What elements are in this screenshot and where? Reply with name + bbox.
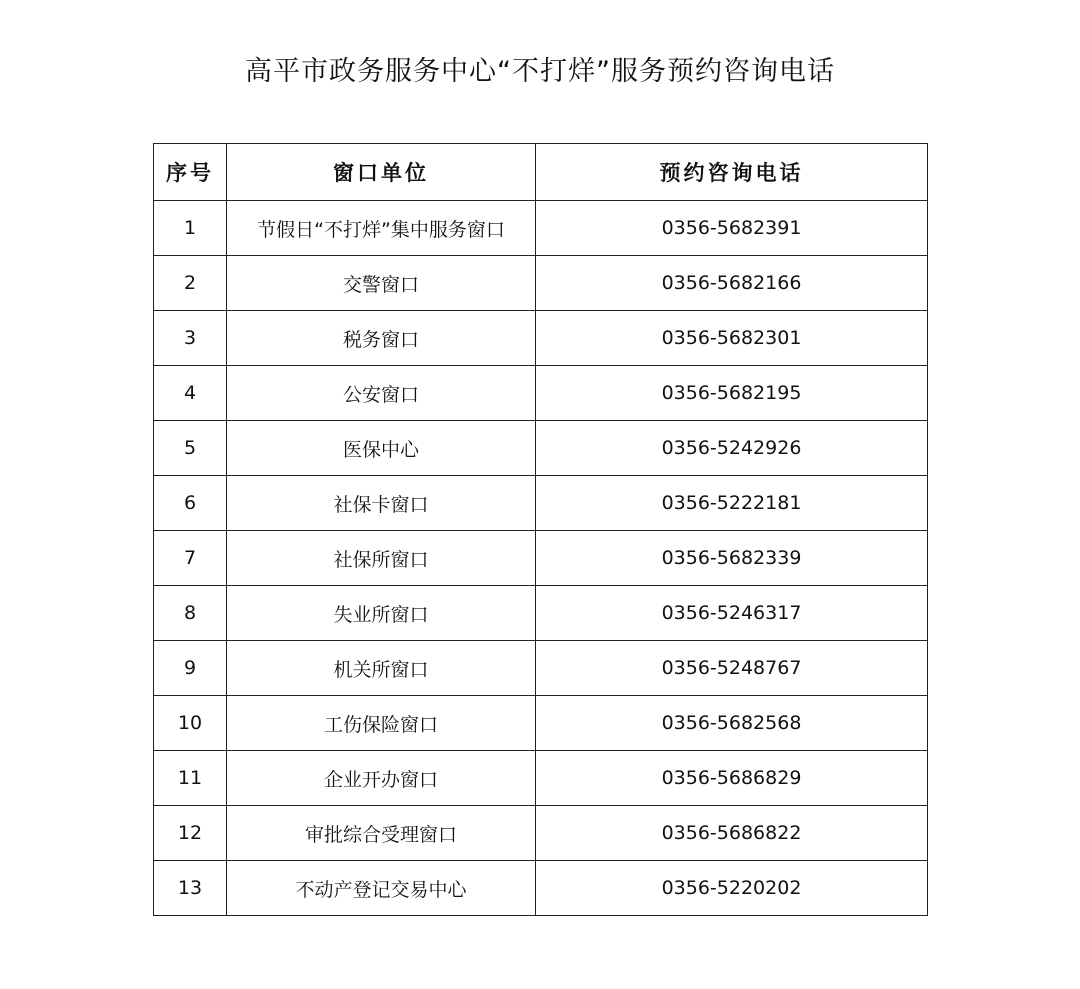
- header-index: 序号: [154, 144, 227, 201]
- table-row: [154, 366, 928, 421]
- row-phone: 0356-5682195: [536, 366, 928, 421]
- table-body: [154, 201, 928, 916]
- row-unit: 交警窗口: [227, 256, 536, 311]
- table-row: [154, 421, 928, 476]
- page-title: 高平市政务服务中心“不打烊”服务预约咨询电话: [245, 56, 835, 87]
- row-phone: 0356-5246317: [536, 586, 928, 641]
- row-index: 11: [154, 751, 227, 806]
- table-row: [154, 806, 928, 861]
- header-phone: 预约咨询电话: [536, 144, 928, 201]
- row-index: 12: [154, 806, 227, 861]
- row-unit: 医保中心: [227, 421, 536, 476]
- row-phone: 0356-5248767: [536, 641, 928, 696]
- row-phone: 0356-5220202: [536, 861, 928, 916]
- row-unit: 机关所窗口: [227, 641, 536, 696]
- row-index: 3: [154, 311, 227, 366]
- row-phone: 0356-5242926: [536, 421, 928, 476]
- table-row: [154, 861, 928, 916]
- row-index: 4: [154, 366, 227, 421]
- row-index: 1: [154, 201, 227, 256]
- row-phone: 0356-5682166: [536, 256, 928, 311]
- row-unit: 公安窗口: [227, 366, 536, 421]
- row-unit: 失业所窗口: [227, 586, 536, 641]
- table-row: [154, 256, 928, 311]
- phone-table: [153, 143, 928, 916]
- table-row: [154, 641, 928, 696]
- table-row: [154, 476, 928, 531]
- row-phone: 0356-5222181: [536, 476, 928, 531]
- row-phone: 0356-5686822: [536, 806, 928, 861]
- table-header: [154, 144, 928, 201]
- row-phone: 0356-5682339: [536, 531, 928, 586]
- row-unit: 审批综合受理窗口: [227, 806, 536, 861]
- header-row: [154, 144, 928, 201]
- row-unit: 社保卡窗口: [227, 476, 536, 531]
- table-row: [154, 751, 928, 806]
- row-index: 7: [154, 531, 227, 586]
- header-unit: 窗口单位: [227, 144, 536, 201]
- table-row: [154, 586, 928, 641]
- table-row: [154, 531, 928, 586]
- row-unit: 节假日“不打烊”集中服务窗口: [227, 201, 536, 256]
- row-unit: 企业开办窗口: [227, 751, 536, 806]
- row-phone: 0356-5682391: [536, 201, 928, 256]
- table-row: [154, 311, 928, 366]
- table-row: [154, 696, 928, 751]
- row-index: 10: [154, 696, 227, 751]
- row-phone: 0356-5686829: [536, 751, 928, 806]
- row-unit: 社保所窗口: [227, 531, 536, 586]
- row-index: 8: [154, 586, 227, 641]
- row-index: 9: [154, 641, 227, 696]
- row-unit: 税务窗口: [227, 311, 536, 366]
- row-index: 5: [154, 421, 227, 476]
- row-unit: 不动产登记交易中心: [227, 861, 536, 916]
- row-index: 6: [154, 476, 227, 531]
- row-phone: 0356-5682568: [536, 696, 928, 751]
- row-unit: 工伤保险窗口: [227, 696, 536, 751]
- row-index: 13: [154, 861, 227, 916]
- row-phone: 0356-5682301: [536, 311, 928, 366]
- row-index: 2: [154, 256, 227, 311]
- table-row: [154, 201, 928, 256]
